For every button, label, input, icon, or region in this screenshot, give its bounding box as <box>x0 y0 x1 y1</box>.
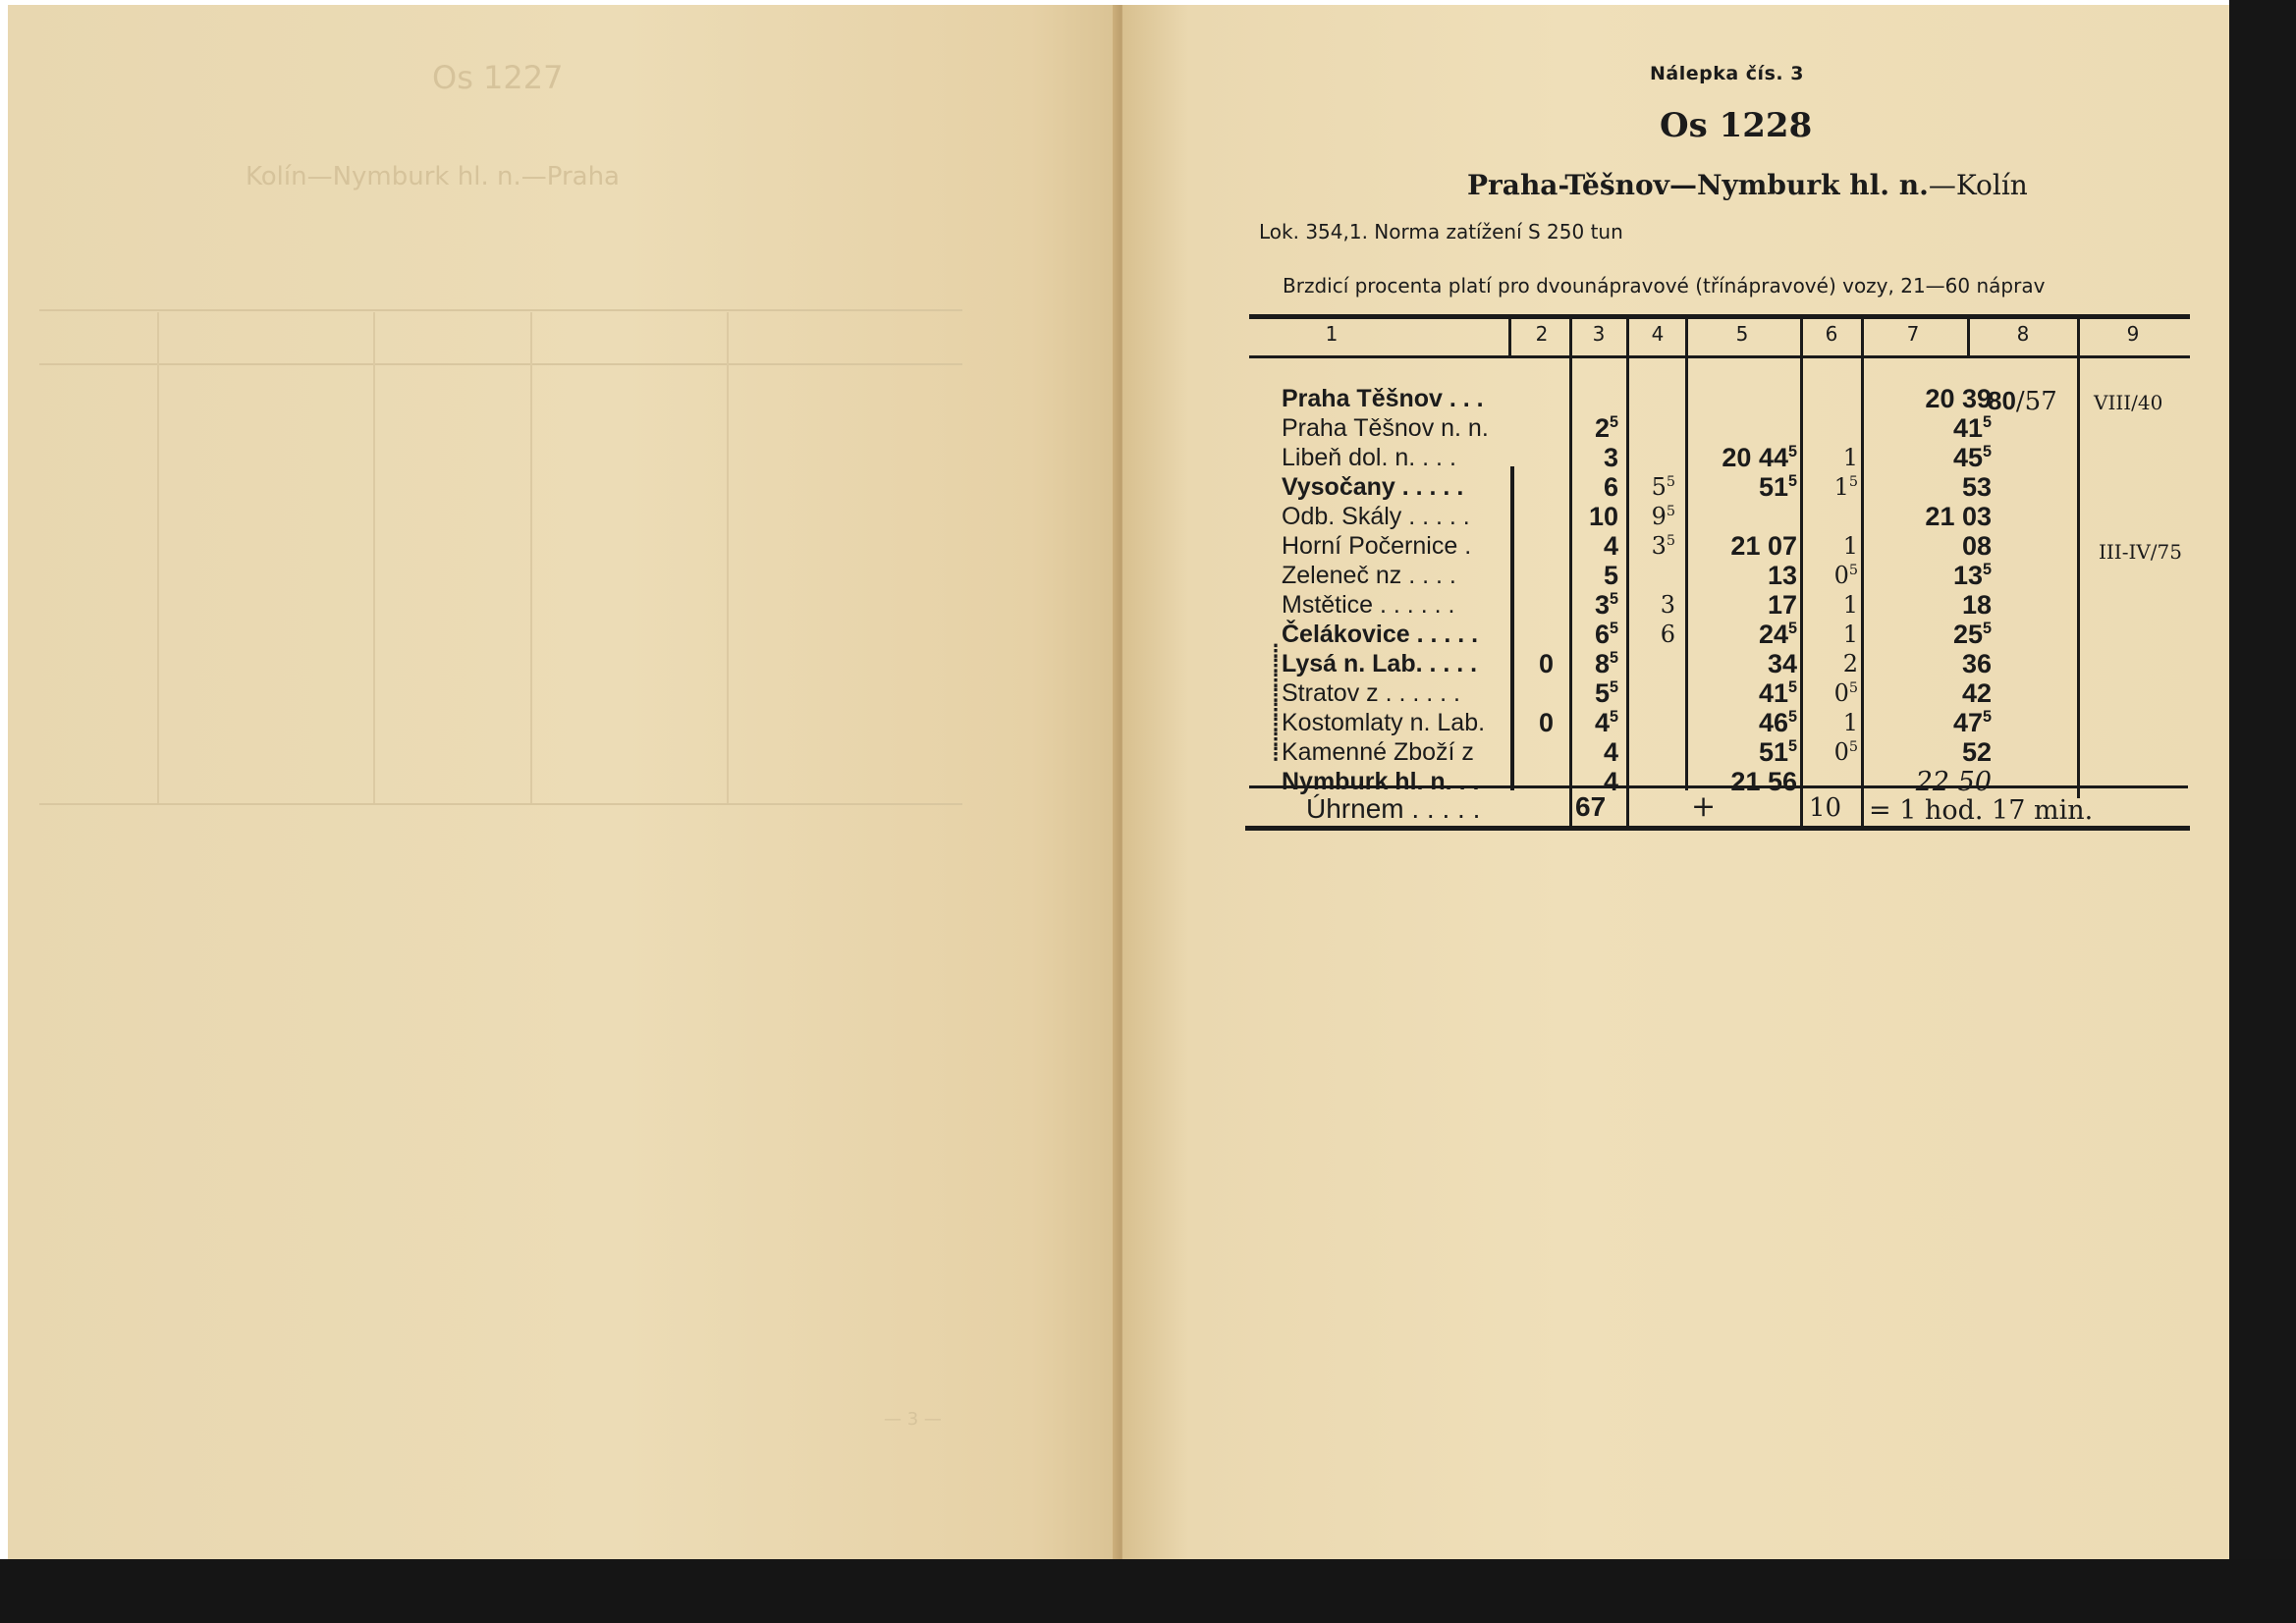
station-kostomlaty: Kostomlaty n. Lab. <box>1282 709 1486 736</box>
col6-cell: 1 <box>1842 444 1858 471</box>
col-header-8: 8 <box>2016 322 2030 346</box>
scan-border-right <box>2229 0 2296 1623</box>
col9-class-2: III-IV/75 <box>2099 540 2182 564</box>
station-horni-pocernice: Horní Počernice . <box>1282 532 1472 560</box>
col-header-5: 5 <box>1735 322 1749 346</box>
col-header-7: 7 <box>1906 322 1920 346</box>
col5-cell: 34 <box>1767 649 1797 678</box>
col7-cell: 52 <box>1961 737 1992 767</box>
col7-cell: 08 <box>1961 531 1992 561</box>
col7-cell: 42 <box>1961 678 1992 708</box>
col7-cell-arrival: 22 50 <box>1915 767 1992 797</box>
col-line <box>1626 319 1629 830</box>
col7-cell: $13^5$ <box>1952 561 1992 590</box>
total-plus-sign: + <box>1691 789 1717 824</box>
col5-cell: 13 <box>1767 561 1797 590</box>
col-line-stations <box>1510 466 1514 790</box>
col7-cell: 53 <box>1961 472 1992 502</box>
col-header-6: 6 <box>1825 322 1838 346</box>
station-kamenne-zbozi: Kamenné Zboží z <box>1282 738 1474 766</box>
ghost-route: Kolín—Nymburk hl. n.—Praha <box>246 162 620 191</box>
col3-cell: 4 <box>1603 737 1618 767</box>
col6-cell: $0^5$ <box>1833 562 1858 589</box>
col7-cell: $25^5$ <box>1952 620 1992 649</box>
scan-border-bottom <box>0 1559 2296 1623</box>
col2-lysa: 0 <box>1538 649 1554 678</box>
ghost-page-number: — 3 — <box>884 1409 942 1430</box>
col5-cell: $51^5$ <box>1758 472 1797 502</box>
col-header-4: 4 <box>1651 322 1665 346</box>
col-line <box>1569 319 1572 830</box>
ghost-rule <box>39 363 962 365</box>
route-tail: —Kolín <box>1928 169 2028 201</box>
col-line <box>1685 319 1688 790</box>
col4-cell: $9^5$ <box>1651 503 1675 530</box>
col6-cell: 2 <box>1842 650 1858 677</box>
col4-cell: 3 <box>1660 591 1675 619</box>
route-title <box>1467 169 2028 201</box>
col-header-3: 3 <box>1592 322 1606 346</box>
col3-cell: $2^5$ <box>1594 413 1618 443</box>
col3-cell: $8^5$ <box>1594 649 1618 678</box>
station-lysa: Lysá n. Lab. . . . . <box>1282 650 1478 677</box>
col3-cell: 3 <box>1603 443 1618 472</box>
col3-cell: 6 <box>1603 472 1618 502</box>
col7-cell: $45^5$ <box>1952 443 1992 472</box>
col3-cell: 5 <box>1603 561 1618 590</box>
col7-cell: 36 <box>1961 649 1992 678</box>
col5-cell: 21 56 <box>1730 767 1797 796</box>
total-duration: = 1 hod. 17 min. <box>1869 795 2094 826</box>
table-bottom-rule <box>1245 826 2190 831</box>
ghost-column-line <box>530 312 532 803</box>
col7-cell: 20 39 <box>1925 384 1992 413</box>
col3-cell: $6^5$ <box>1594 620 1618 649</box>
col7-cell: 21 03 <box>1925 502 1992 531</box>
col-header-2: 2 <box>1535 322 1549 346</box>
col6-cell: $0^5$ <box>1833 679 1858 707</box>
col-line <box>1861 319 1864 830</box>
col5-cell: $41^5$ <box>1758 678 1797 708</box>
col5-cell: $46^5$ <box>1758 708 1797 737</box>
station-praha-tesnov: Praha Těšnov . . . <box>1282 385 1484 412</box>
ghost-rule <box>39 803 962 805</box>
locomotive-note: Lok. 354,1. Norma zatížení S 250 tun <box>1259 220 1623 243</box>
col3-cell: 10 <box>1588 502 1618 531</box>
total-running-time: 67 <box>1575 791 1607 822</box>
station-odb-skaly: Odb. Skály . . . . . <box>1282 503 1470 530</box>
col3-cell: $4^5$ <box>1594 708 1618 737</box>
station-mstetice: Mstětice . . . . . . <box>1282 591 1455 619</box>
col4-cell: $3^5$ <box>1651 532 1675 560</box>
label-number: Nálepka čís. 3 <box>1650 63 1804 84</box>
total-label: Úhrnem . . . . . <box>1306 793 1481 824</box>
single-track-marker: ⋮ ⋮ ⋮ ⋮ ⋮ ⋮ ⋮ ⋮ <box>1267 641 1285 765</box>
col5-cell: 21 07 <box>1730 531 1797 561</box>
col-line <box>1800 319 1803 830</box>
ghost-train-number: Os 1227 <box>432 59 564 96</box>
station-celakovice: Čelákovice . . . . . <box>1282 621 1479 648</box>
col2-kostomlaty: 0 <box>1538 708 1554 737</box>
col3-cell: $5^5$ <box>1594 678 1618 708</box>
col6-cell: $0^5$ <box>1833 738 1858 766</box>
col7-cell: $41^5$ <box>1952 413 1992 443</box>
station-liben: Libeň dol. n. . . . <box>1282 444 1456 471</box>
station-nymburk: Nymburk hl. n. . . <box>1282 768 1480 795</box>
col-header-9: 9 <box>2126 322 2140 346</box>
col3-cell: 4 <box>1603 767 1618 796</box>
col7-cell: $47^5$ <box>1952 708 1992 737</box>
col5-cell: 17 <box>1767 590 1797 620</box>
total-stop-time: 10 <box>1809 793 1842 823</box>
col4-cell: 6 <box>1660 621 1675 648</box>
ghost-column-line <box>157 312 159 803</box>
col6-cell: 1 <box>1842 621 1858 648</box>
col8-brake-percent: 80/57 <box>1988 386 2057 416</box>
station-stratov: Stratov z . . . . . . <box>1282 679 1460 707</box>
station-praha-tesnov-nn: Praha Těšnov n. n. <box>1282 414 1489 442</box>
col-line <box>2077 319 2080 798</box>
col6-cell: 1 <box>1842 532 1858 560</box>
col3-cell: 4 <box>1603 531 1618 561</box>
col-line <box>1967 319 1970 356</box>
station-zelenec: Zeleneč nz . . . . <box>1282 562 1456 589</box>
ghost-column-line <box>373 312 375 803</box>
col9-class-1: VIII/40 <box>2094 391 2163 414</box>
col5-cell: 20 $44^5$ <box>1722 443 1797 472</box>
table-top-rule <box>1249 314 2190 319</box>
train-number: Os 1228 <box>1660 106 1813 145</box>
col6-cell: 1 <box>1842 591 1858 619</box>
col6-cell: $1^5$ <box>1833 473 1858 501</box>
col5-cell: $51^5$ <box>1758 737 1797 767</box>
col6-cell: 1 <box>1842 709 1858 736</box>
col7-cell: 18 <box>1961 590 1992 620</box>
ghost-rule <box>39 309 962 311</box>
col-line <box>1508 319 1511 356</box>
ghost-column-line <box>727 312 729 803</box>
col-header-1: 1 <box>1325 322 1339 346</box>
left-page <box>8 5 1120 1559</box>
table-header-rule <box>1249 355 2190 358</box>
station-vysocany: Vysočany . . . . . <box>1282 473 1464 501</box>
route-main: Praha-Těšnov—Nymburk hl. n. <box>1467 169 1929 201</box>
col3-cell: $3^5$ <box>1594 590 1618 620</box>
col5-cell: $24^5$ <box>1758 620 1797 649</box>
brake-percent-note: Brzdicí procenta platí pro dvounápravové (třínápravové) vozy, 21—60 náprav <box>1283 274 2046 298</box>
col4-cell: $5^5$ <box>1651 473 1675 501</box>
